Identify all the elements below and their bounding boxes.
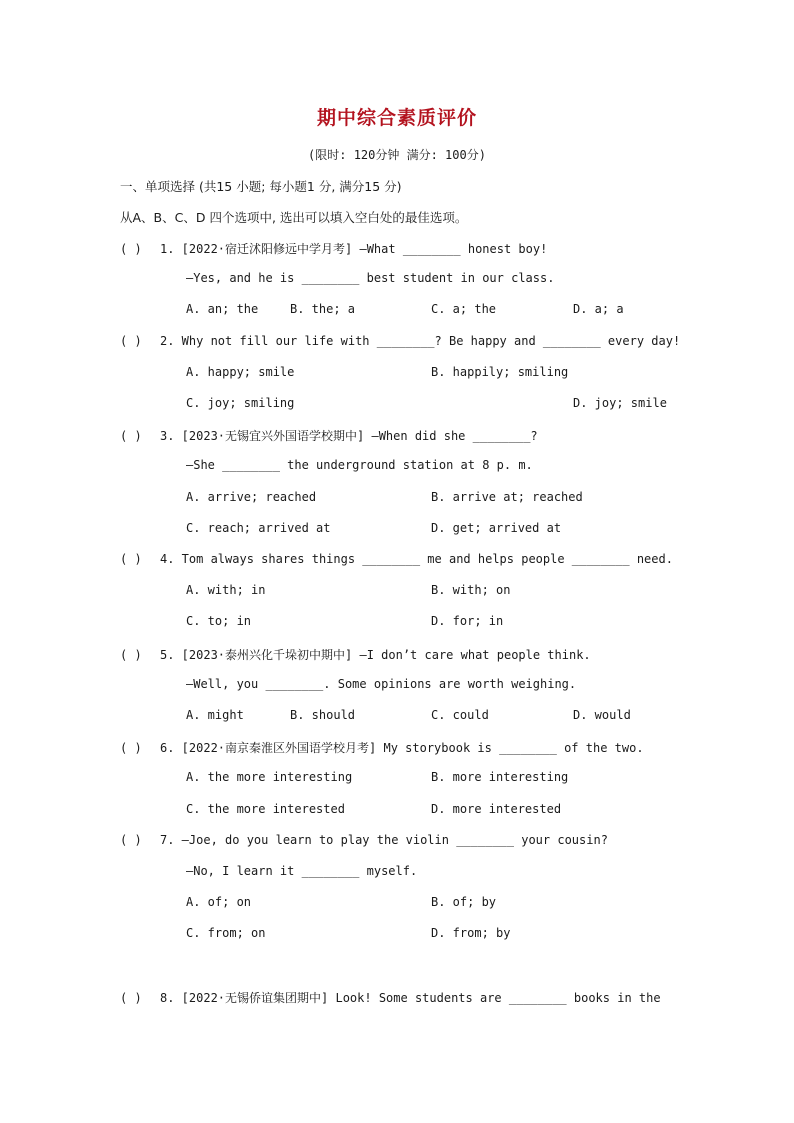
option-b: B. of; by <box>431 895 497 909</box>
option-a: A. arrive; reached <box>186 490 317 504</box>
option-d: D. would <box>573 708 631 722</box>
question-stem: 2. Why not fill our life with ________? Be happy and ________ every day! <box>160 334 681 348</box>
option-d: D. a; a <box>573 302 624 316</box>
option-d: D. joy; smile <box>573 396 667 410</box>
option-d: D. get; arrived at <box>431 521 562 535</box>
option-d: D. for; in <box>431 614 504 628</box>
question-follow: —She ________ the underground station at 8 p. m. <box>186 458 533 472</box>
option-a: A. might <box>186 708 244 722</box>
question-stem: 6. [2022·南京秦淮区外国语学校月考] My storybook is ________ of the two. <box>160 741 644 755</box>
question-stem: 5. [2023·泰州兴化千垛初中期中] —I don’t care what people think. <box>160 648 591 662</box>
question-8 <box>120 989 661 1006</box>
question-follow: —No, I learn it ________ myself. <box>186 864 418 878</box>
question-stem: 4. Tom always shares things ________ me and helps people ________ need. <box>160 552 673 566</box>
time-score-limit: (限时: 120分钟 满分: 100分) <box>308 148 486 162</box>
option-c: C. a; the <box>431 302 497 316</box>
option-d: D. from; by <box>431 926 511 940</box>
option-b: B. more interesting <box>431 770 569 784</box>
question-stem: 3. [2023·无锡宜兴外国语学校期中] —When did she ________? <box>160 429 538 443</box>
option-c: C. to; in <box>186 614 252 628</box>
instructions: 从A、B、C、D 四个选项中, 选出可以填入空白处的最佳选项。 <box>120 210 468 225</box>
option-b: B. arrive at; reached <box>431 490 583 504</box>
page-title: 期中综合素质评价 <box>316 107 477 129</box>
option-a: A. the more interesting <box>186 770 353 784</box>
option-a: A. happy; smile <box>186 365 295 379</box>
option-b: B. with; on <box>431 583 511 597</box>
answer-blank[interactable]: ( ) <box>120 334 142 348</box>
answer-blank[interactable]: ( ) <box>120 242 142 256</box>
option-c: C. from; on <box>186 926 266 940</box>
answer-blank[interactable]: ( ) <box>120 991 142 1005</box>
option-b: B. the; a <box>290 302 356 316</box>
question-2 <box>120 334 680 348</box>
question-stem: 8. [2022·无锡侨谊集团期中] Look! Some students are ________ books in the <box>160 991 661 1005</box>
question-follow: —Yes, and he is ________ best student in our class. <box>186 271 555 285</box>
section-heading: 一、单项选择 (共15 小题; 每小题1 分, 满分15 分) <box>120 179 402 194</box>
question-5 <box>120 646 591 663</box>
option-d: D. more interested <box>431 802 562 816</box>
option-a: A. an; the <box>186 302 259 316</box>
option-c: C. could <box>431 708 489 722</box>
answer-blank[interactable]: ( ) <box>120 833 142 847</box>
option-c: C. joy; smiling <box>186 396 295 410</box>
question-follow: —Well, you ________. Some opinions are worth weighing. <box>186 677 577 691</box>
answer-blank[interactable]: ( ) <box>120 648 142 662</box>
question-stem: 7. —Joe, do you learn to play the violin ________ your cousin? <box>160 833 608 847</box>
option-c: C. reach; arrived at <box>186 521 331 535</box>
question-1 <box>120 240 547 257</box>
question-7 <box>120 833 608 847</box>
answer-blank[interactable]: ( ) <box>120 741 142 755</box>
question-4 <box>120 552 673 566</box>
answer-blank[interactable]: ( ) <box>120 552 142 566</box>
answer-blank[interactable]: ( ) <box>120 429 142 443</box>
question-6 <box>120 739 644 756</box>
question-stem: 1. [2022·宿迁沭阳修远中学月考] —What ________ honest boy! <box>160 242 548 256</box>
option-b: B. happily; smiling <box>431 365 569 379</box>
option-a: A. with; in <box>186 583 266 597</box>
option-c: C. the more interested <box>186 802 345 816</box>
option-a: A. of; on <box>186 895 252 909</box>
option-b: B. should <box>290 708 356 722</box>
question-3 <box>120 427 538 444</box>
